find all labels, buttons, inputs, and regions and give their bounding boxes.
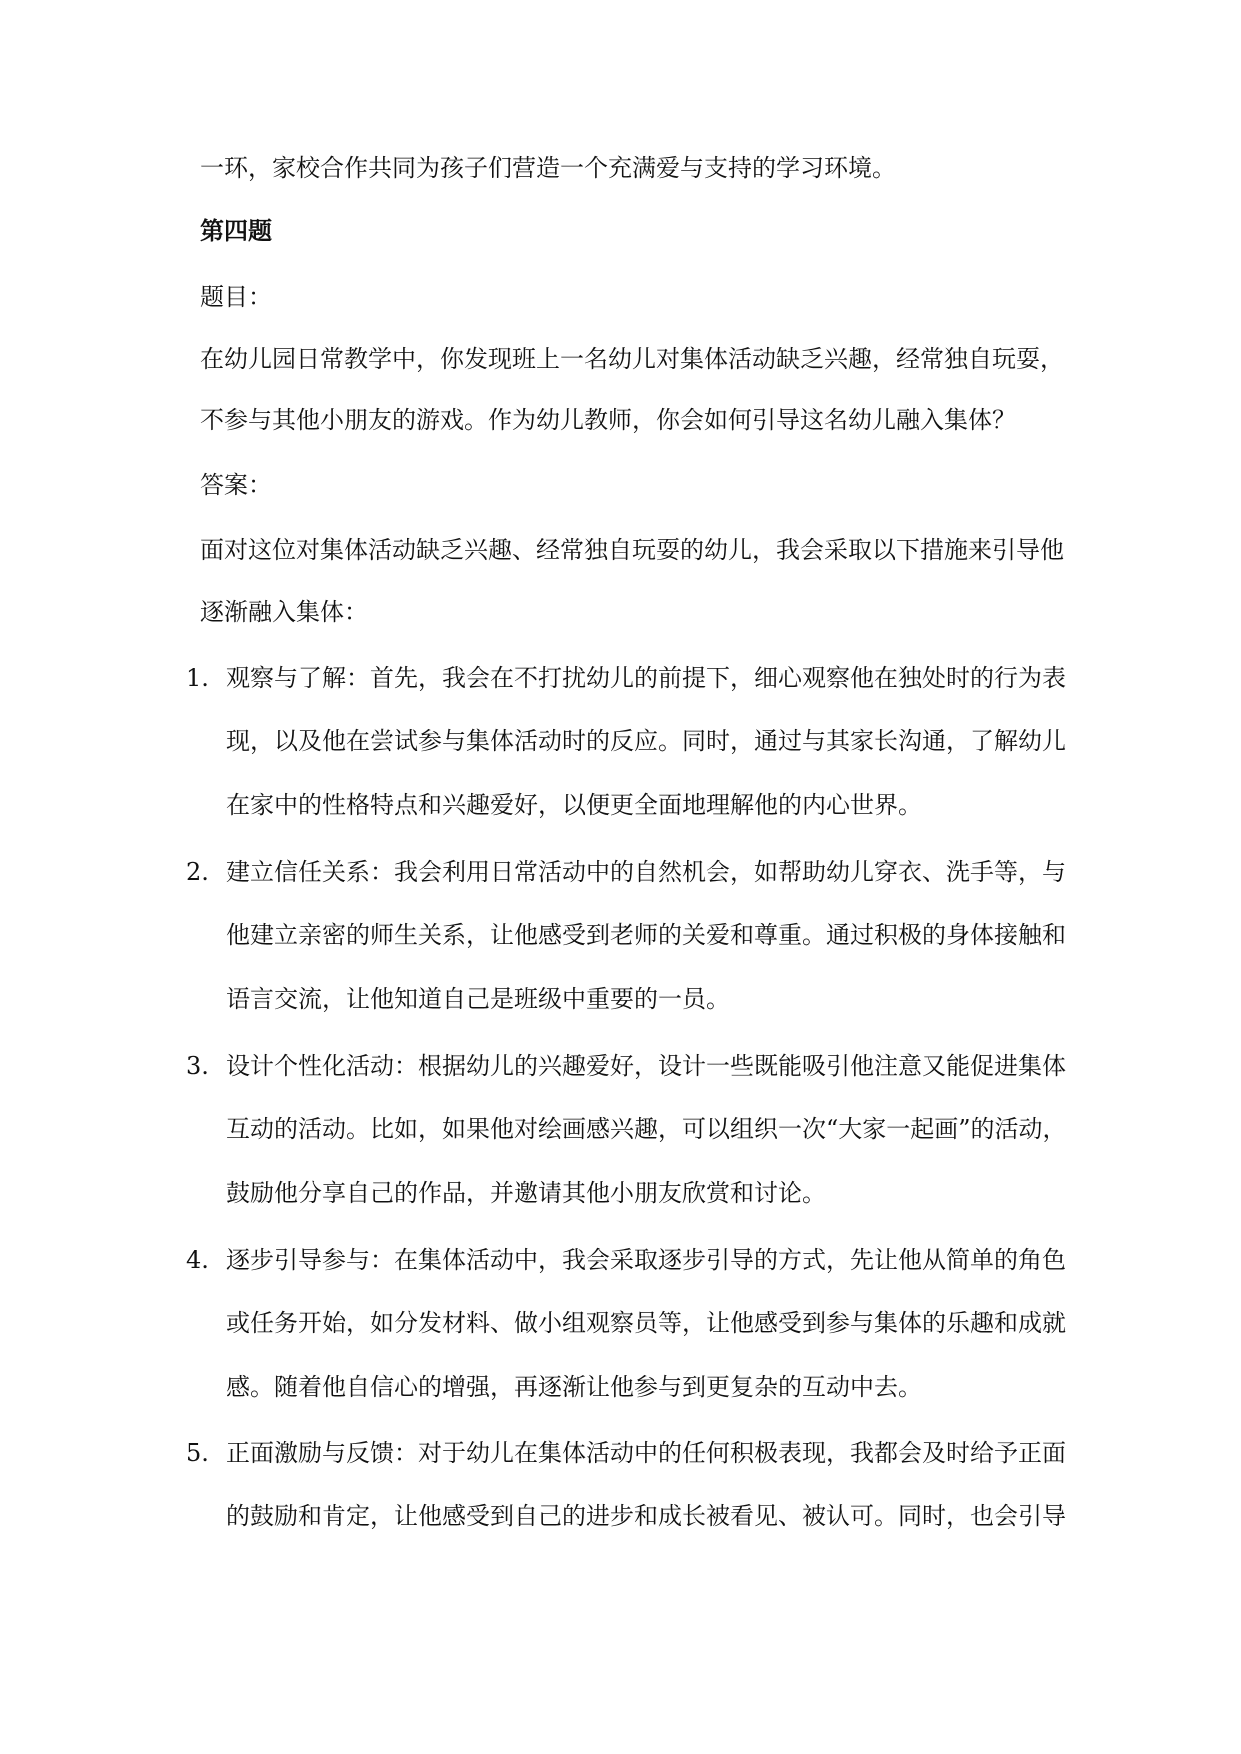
list-item-line: 的鼓励和肯定，让他感受到自己的进步和成长被看见、被认可。同时，也会引导 bbox=[226, 1502, 1066, 1530]
list-item-number: 3. bbox=[186, 1052, 209, 1080]
list-item-line: 观察与了解：首先，我会在不打扰幼儿的前提下，细心观察他在独处时的行为表 bbox=[226, 664, 1066, 692]
question-label: 题目： bbox=[200, 283, 272, 311]
list-item-line: 正面激励与反馈：对于幼儿在集体活动中的任何积极表现，我都会及时给予正面 bbox=[226, 1439, 1066, 1467]
list-item-line: 逐步引导参与：在集体活动中，我会采取逐步引导的方式，先让他从简单的角色 bbox=[226, 1246, 1066, 1274]
answer-intro-line: 逐渐融入集体： bbox=[200, 598, 368, 626]
list-item-line: 他建立亲密的师生关系，让他感受到老师的关爱和尊重。通过积极的身体接触和 bbox=[226, 921, 1066, 949]
continuation-paragraph: 一环，家校合作共同为孩子们营造一个充满爱与支持的学习环境。 bbox=[200, 154, 896, 182]
list-item-line: 语言交流，让他知道自己是班级中重要的一员。 bbox=[226, 985, 730, 1013]
list-item-line: 鼓励他分享自己的作品，并邀请其他小朋友欣赏和讨论。 bbox=[226, 1179, 826, 1207]
section-heading: 第四题 bbox=[200, 216, 272, 245]
list-item-number: 5. bbox=[186, 1439, 209, 1467]
question-text-line: 不参与其他小朋友的游戏。作为幼儿教师，你会如何引导这名幼儿融入集体？ bbox=[200, 406, 1016, 434]
list-item-line: 建立信任关系：我会利用日常活动中的自然机会，如帮助幼儿穿衣、洗手等，与 bbox=[226, 858, 1066, 886]
answer-label: 答案： bbox=[200, 471, 272, 499]
list-item-line: 或任务开始，如分发材料、做小组观察员等，让他感受到参与集体的乐趣和成就 bbox=[226, 1309, 1066, 1337]
question-text-line: 在幼儿园日常教学中，你发现班上一名幼儿对集体活动缺乏兴趣，经常独自玩耍， bbox=[200, 345, 1064, 373]
list-item-line: 互动的活动。比如，如果他对绘画感兴趣，可以组织一次“大家一起画”的活动， bbox=[226, 1115, 1067, 1143]
list-item-line: 感。随着他自信心的增强，再逐渐让他参与到更复杂的互动中去。 bbox=[226, 1373, 922, 1401]
list-item-line: 设计个性化活动：根据幼儿的兴趣爱好，设计一些既能吸引他注意又能促进集体 bbox=[226, 1052, 1066, 1080]
list-item-line: 现，以及他在尝试参与集体活动时的反应。同时，通过与其家长沟通，了解幼儿 bbox=[226, 727, 1066, 755]
answer-intro-line: 面对这位对集体活动缺乏兴趣、经常独自玩耍的幼儿，我会采取以下措施来引导他 bbox=[200, 536, 1064, 564]
list-item-number: 4. bbox=[186, 1246, 209, 1274]
list-item-line: 在家中的性格特点和兴趣爱好，以便更全面地理解他的内心世界。 bbox=[226, 791, 922, 819]
list-item-number: 1. bbox=[186, 664, 209, 692]
list-item-number: 2. bbox=[186, 858, 209, 886]
